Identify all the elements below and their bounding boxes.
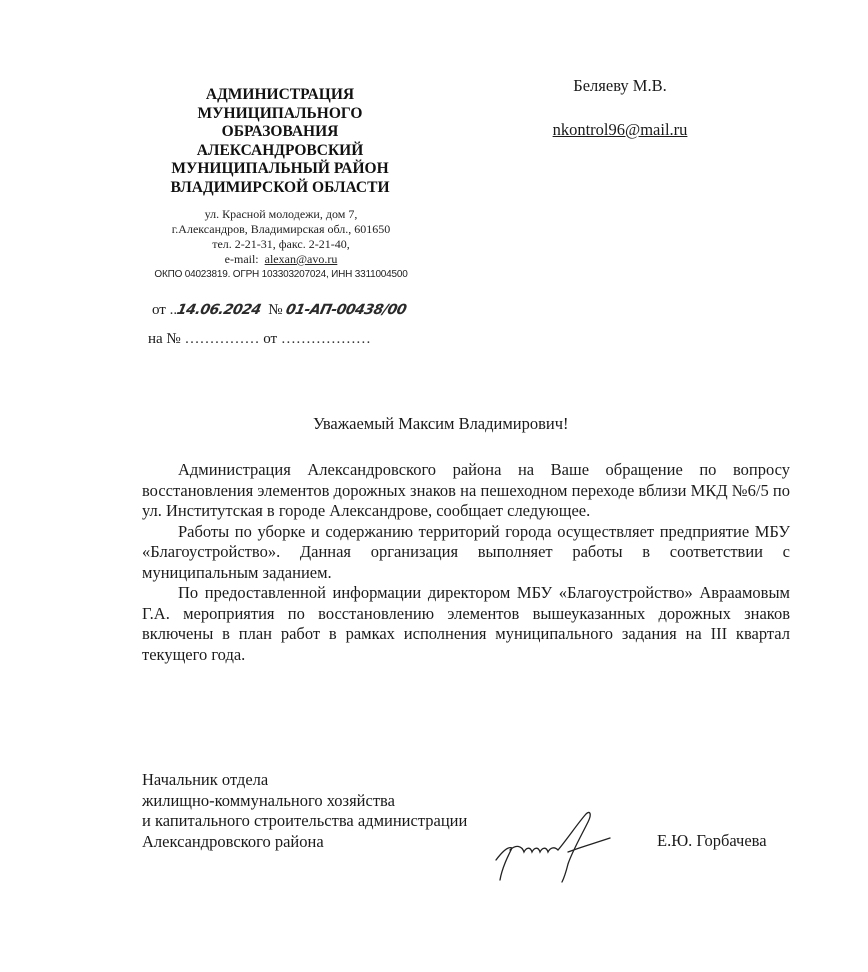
date-label: от <box>152 302 166 318</box>
org-title-line: ВЛАДИМИРСКОЙ ОБЛАСТИ <box>170 178 390 196</box>
reply-date-label: от <box>263 331 278 347</box>
org-title-line: АДМИНИСТРАЦИЯ <box>205 86 355 103</box>
org-title-line: ОБРАЗОВАНИЯ <box>221 123 339 140</box>
recipient-email-link[interactable]: nkontrol96@mail.ru <box>552 120 688 139</box>
reply-number-label: на № <box>148 331 181 347</box>
body-paragraph: По предоставленной информации директором МБУ «Благоустройство» Авраамовым Г.А. мероприятия по восстановлению элементов вышеуказанных дорожных знаков включены в план работ в рамках исполнения муниципального задания на III квартал текущего года. <box>142 583 790 664</box>
salutation: Уважаемый Максим Владимирович! <box>313 414 569 433</box>
incoming-reference <box>148 331 371 348</box>
body-paragraph: Работы по уборке и содержанию территорий города осуществляет предприятие МБУ «Благоустройство». Данная организация выполняет работы в соответствии с муниципальным заданием. <box>142 521 790 582</box>
position-line: и капитального строительства администрации <box>142 811 468 830</box>
address-line-2: г.Александров, Владимирская обл., 601650 <box>171 222 391 236</box>
sender-organization-title <box>150 86 410 197</box>
letter-body <box>142 460 790 665</box>
signatory-position <box>142 770 467 852</box>
handwritten-date: 14.06.2024 <box>175 302 263 318</box>
reply-number-blank: …………… <box>184 331 260 347</box>
outgoing-registration: от ..14.06.2024 № 01-АП-00438/00 <box>152 302 408 318</box>
address-line-1: ул. Красной молодежи, дом 7, <box>204 207 358 221</box>
registration-ids: ОКПО 04023819. ОГРН 103303207024, ИНН 3311004500 <box>154 269 408 280</box>
email-line <box>140 252 422 267</box>
body-paragraph: Администрация Александровского района на Ваше обращение по вопросу восстановления элементов дорожных знаков на пешеходном переходе вблизи МКД №6/5 по ул. Институтская в городе Александрове, сообщает следующее. <box>142 460 790 520</box>
recipient-name: Беляеву М.В. <box>573 76 667 95</box>
handwritten-number: 01-АП-00438/00 <box>284 302 408 318</box>
sender-email-link[interactable]: alexan@avo.ru <box>264 252 338 266</box>
position-line: Александровского района <box>142 831 324 851</box>
number-label: № <box>268 302 283 318</box>
position-line: Начальник отдела <box>142 770 269 789</box>
reply-date-blank: ……………… <box>280 331 371 347</box>
org-title-line: МУНИЦИПАЛЬНОГО <box>197 104 363 122</box>
sender-contact-info <box>140 207 422 282</box>
org-title-line: МУНИЦИПАЛЬНЫЙ РАЙОН <box>171 160 389 177</box>
handwritten-signature-icon <box>488 808 638 888</box>
signatory-name: Е.Ю. Горбачева <box>657 831 767 850</box>
phone-line: тел. 2-21-31, факс. 2-21-40, <box>212 237 350 251</box>
position-line: жилищно-коммунального хозяйства <box>142 790 395 810</box>
org-title-line: АЛЕКСАНДРОВСКИЙ <box>196 141 364 159</box>
email-label: e-mail: <box>224 252 259 266</box>
